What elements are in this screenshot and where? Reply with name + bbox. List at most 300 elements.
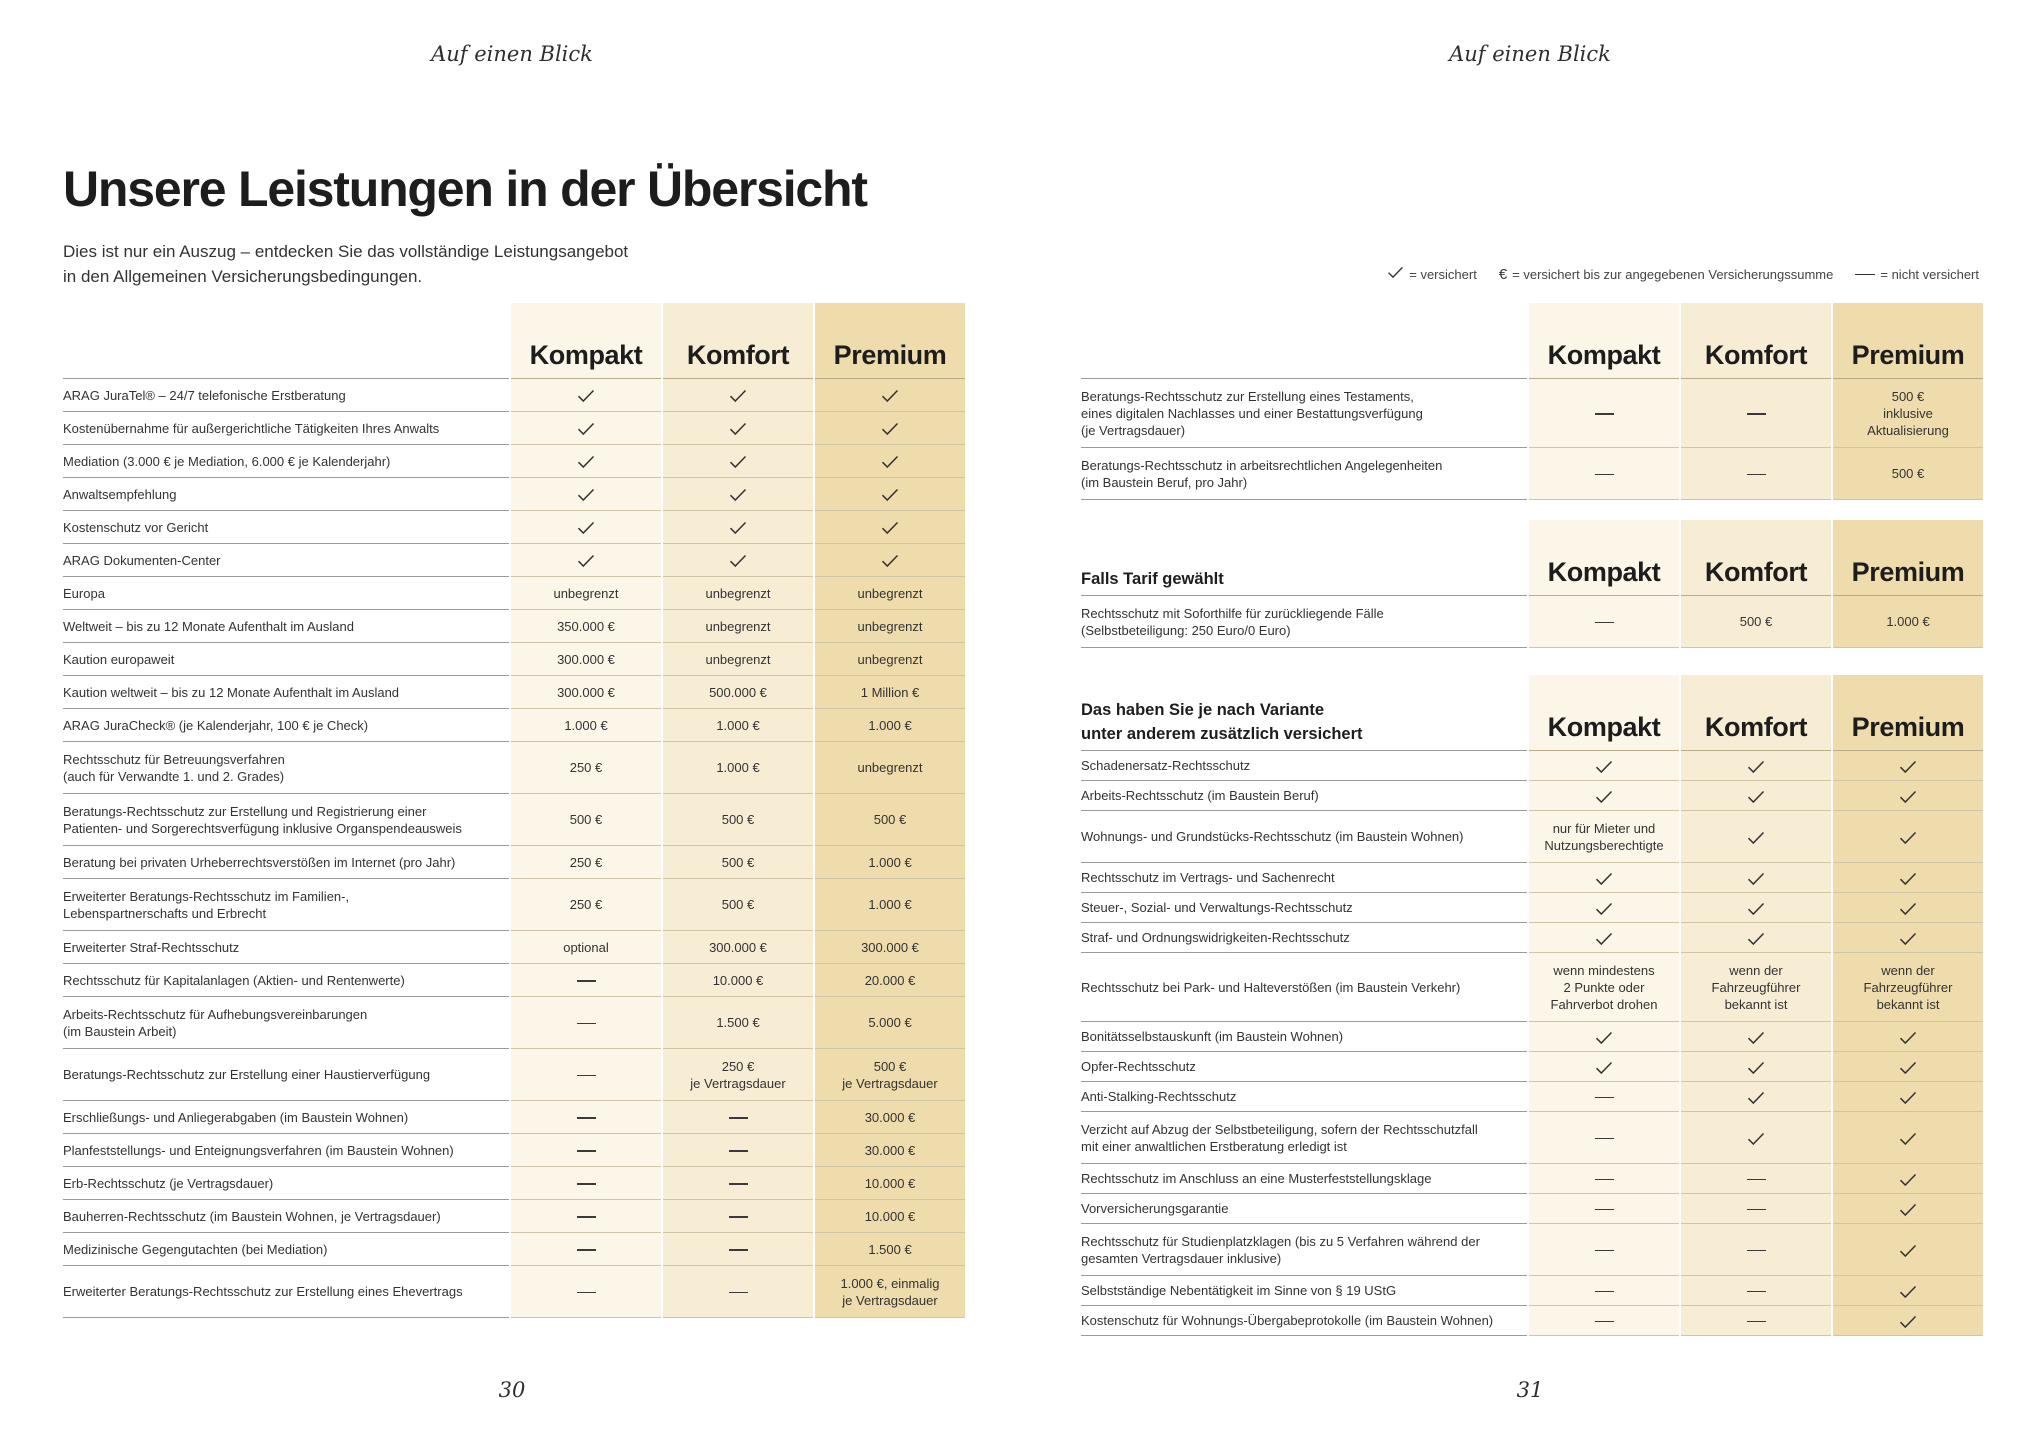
text-line: 500 € xyxy=(1891,388,1925,404)
text-line: Planfeststellungs- und Enteignungsverfahren (im Baustein Wohnen) xyxy=(63,1142,454,1158)
premium-value xyxy=(1833,781,1983,811)
running-head-left: Auf einen Blick xyxy=(431,42,593,66)
table-header-row xyxy=(1081,520,1983,596)
premium-value xyxy=(815,676,965,709)
komfort-value xyxy=(1681,751,1831,781)
page-number-right: 31 xyxy=(1516,1378,1544,1402)
euro-icon: € xyxy=(1498,266,1508,283)
row-label xyxy=(1081,1306,1527,1336)
check-icon xyxy=(1387,266,1404,283)
text-line: Beratung bei privaten Urheberrechtsverstößen im Internet (pro Jahr) xyxy=(63,854,456,870)
row-label xyxy=(63,997,509,1049)
dash-icon xyxy=(577,1117,596,1119)
text-line: Wohnungs- und Grundstücks-Rechtsschutz (im Baustein Wohnen) xyxy=(1081,829,1464,844)
komfort-value xyxy=(1681,1224,1831,1276)
check-icon xyxy=(577,455,595,469)
text-line: Fahrverbot drohen xyxy=(1550,996,1658,1012)
komfort-value xyxy=(1681,811,1831,863)
row-label xyxy=(63,879,509,931)
text-line: 10.000 € xyxy=(864,1208,916,1224)
text-line: 500 € xyxy=(721,897,755,912)
komfort-value xyxy=(663,445,813,478)
tier-header-komfort: Komfort xyxy=(1681,520,1831,596)
kompakt-value xyxy=(511,1101,661,1134)
komfort-value xyxy=(1681,781,1831,811)
text-line: Beratungs-Rechtsschutz zur Erstellung einer Haustierverfügung xyxy=(63,1067,431,1082)
komfort-value xyxy=(1681,1022,1831,1052)
dash-icon xyxy=(1595,1097,1614,1099)
kompakt-value xyxy=(1529,1164,1679,1194)
row-label xyxy=(63,577,509,610)
premium-value xyxy=(1833,379,1983,448)
check-icon xyxy=(729,389,747,403)
row-label xyxy=(63,478,509,511)
row-label xyxy=(1081,448,1527,500)
text-line: 300.000 € xyxy=(557,651,615,667)
text-line: 500 € xyxy=(1739,614,1773,629)
tier-header-kompakt: Kompakt xyxy=(511,303,661,379)
main-table-grid xyxy=(63,303,965,1318)
row-label xyxy=(1081,781,1527,811)
row-label xyxy=(63,445,509,478)
row-label xyxy=(63,709,509,742)
dash-icon xyxy=(729,1150,748,1152)
row-label xyxy=(1081,379,1527,448)
check-icon xyxy=(1747,1091,1765,1105)
komfort-value xyxy=(1681,1164,1831,1194)
row-label xyxy=(63,1134,509,1167)
dash-icon xyxy=(1747,413,1766,415)
kompakt-value xyxy=(1529,781,1679,811)
table-row xyxy=(1081,1276,1983,1306)
dash-icon xyxy=(577,1023,596,1025)
table-row xyxy=(63,544,965,577)
row-label xyxy=(63,610,509,643)
premium-value xyxy=(1833,923,1983,953)
table-row xyxy=(63,879,965,931)
dash-icon xyxy=(729,1117,748,1119)
table-row xyxy=(63,1134,965,1167)
premium-value xyxy=(1833,1082,1983,1112)
table-section-heading xyxy=(1081,675,1527,751)
table-row xyxy=(1081,863,1983,893)
row-label xyxy=(1081,1112,1527,1164)
komfort-value xyxy=(663,931,813,964)
text-line: ARAG JuraCheck® (je Kalenderjahr, 100 € je Check) xyxy=(63,717,369,733)
premium-value xyxy=(815,1134,965,1167)
premium-value xyxy=(815,577,965,610)
table-row xyxy=(63,742,965,794)
row-label xyxy=(1081,751,1527,781)
check-icon xyxy=(1595,872,1613,886)
komfort-value xyxy=(1681,1194,1831,1224)
tier-header-premium: Premium xyxy=(1833,303,1983,379)
text-line: 20.000 € xyxy=(864,972,916,988)
table-row xyxy=(1081,596,1983,648)
text-line: Opfer-Rechtsschutz xyxy=(1081,1059,1196,1074)
text-line: ARAG JuraTel® – 24/7 telefonische Erstberatung xyxy=(63,387,346,403)
check-icon xyxy=(1747,760,1765,774)
premium-value xyxy=(815,742,965,794)
check-icon xyxy=(1899,1203,1917,1217)
text-line: je Vertragsdauer xyxy=(690,1075,786,1091)
kompakt-value xyxy=(1529,1276,1679,1306)
check-icon xyxy=(881,521,899,535)
row-label xyxy=(1081,1052,1527,1082)
check-icon xyxy=(1747,1031,1765,1045)
text-line: unbegrenzt xyxy=(705,618,771,634)
dash-icon xyxy=(577,1150,596,1152)
row-label xyxy=(1081,1194,1527,1224)
text-line: 10.000 € xyxy=(712,972,764,988)
kompakt-value xyxy=(511,742,661,794)
premium-value xyxy=(815,1266,965,1318)
table-row xyxy=(1081,923,1983,953)
premium-value xyxy=(1833,953,1983,1022)
komfort-value xyxy=(663,1134,813,1167)
tarif-table-grid xyxy=(1081,520,1983,648)
table-row xyxy=(63,1233,965,1266)
legend-sum-label: = versichert bis zur angegebenen Versicherungssumme xyxy=(1512,267,1834,282)
check-icon xyxy=(1899,1091,1917,1105)
komfort-value xyxy=(663,1200,813,1233)
kompakt-value xyxy=(511,1134,661,1167)
dash-icon xyxy=(1595,1179,1614,1181)
text-line: Rechtsschutz für Studienplatzklagen (bis zu 5 Verfahren während der xyxy=(1081,1233,1480,1249)
text-line: Lebenspartnerschafts und Erbrecht xyxy=(63,905,267,921)
table-row xyxy=(1081,751,1983,781)
check-icon xyxy=(881,422,899,436)
text-line: 250 € xyxy=(569,760,603,775)
text-line: unbegrenzt xyxy=(857,760,923,775)
kompakt-value xyxy=(511,1167,661,1200)
text-line: Straf- und Ordnungswidrigkeiten-Rechtsschutz xyxy=(1081,930,1350,945)
dash-icon xyxy=(577,1183,596,1185)
komfort-value xyxy=(663,964,813,997)
row-label xyxy=(1081,1022,1527,1052)
komfort-value xyxy=(663,511,813,544)
premium-value xyxy=(815,1233,965,1266)
tier-header-kompakt: Kompakt xyxy=(1529,675,1679,751)
table-row xyxy=(63,511,965,544)
text-line: unbegrenzt xyxy=(857,618,923,634)
text-line: Medizinische Gegengutachten (bei Mediation) xyxy=(63,1241,328,1257)
premium-value xyxy=(815,964,965,997)
text-line: Anwaltsempfehlung xyxy=(63,486,177,502)
text-line: (je Vertragsdauer) xyxy=(1081,422,1186,438)
text-line: je Vertragsdauer xyxy=(842,1075,938,1091)
komfort-value xyxy=(663,709,813,742)
dash-icon xyxy=(1747,1250,1766,1252)
check-icon xyxy=(1595,1031,1613,1045)
dash-icon xyxy=(1595,1321,1614,1323)
premium-value xyxy=(815,879,965,931)
table-row xyxy=(63,709,965,742)
text-line: mit einer anwaltlichen Erstberatung erledigt ist xyxy=(1081,1138,1347,1154)
text-line: 350.000 € xyxy=(557,618,615,634)
text-line: bekannt ist xyxy=(1876,996,1940,1012)
table-row xyxy=(63,1049,965,1101)
dash-icon xyxy=(1855,274,1875,276)
text-line: Nutzungsberechtigte xyxy=(1544,837,1664,853)
kompakt-value xyxy=(1529,1112,1679,1164)
intro-line-2: in den Allgemeinen Versicherungsbedingungen. xyxy=(63,267,423,286)
table-row xyxy=(1081,1052,1983,1082)
kompakt-value xyxy=(511,1200,661,1233)
kompakt-value xyxy=(511,478,661,511)
check-icon xyxy=(881,455,899,469)
kompakt-value xyxy=(511,643,661,676)
check-icon xyxy=(881,554,899,568)
komfort-value xyxy=(1681,1052,1831,1082)
check-icon xyxy=(577,422,595,436)
text-line: Europa xyxy=(63,585,105,601)
premium-value xyxy=(815,379,965,412)
text-line: Kostenschutz für Wohnungs-Übergabeprotokolle (im Baustein Wohnen) xyxy=(1081,1313,1494,1328)
row-label xyxy=(1081,953,1527,1022)
row-label xyxy=(63,794,509,846)
text-line: wenn der xyxy=(1881,962,1935,978)
dash-icon xyxy=(1595,1250,1614,1252)
komfort-value xyxy=(1681,1306,1831,1336)
row-label xyxy=(1081,1164,1527,1194)
komfort-value xyxy=(663,846,813,879)
right-page xyxy=(1081,0,1979,1432)
text-line: wenn mindestens xyxy=(1553,962,1655,978)
table-row xyxy=(1081,893,1983,923)
row-label xyxy=(63,676,509,709)
check-icon xyxy=(1899,902,1917,916)
text-line: Steuer-, Sozial- und Verwaltungs-Rechtsschutz xyxy=(1081,900,1353,915)
testament-table xyxy=(1081,303,1979,500)
running-head-right: Auf einen Blick xyxy=(1449,42,1611,66)
komfort-value xyxy=(1681,953,1831,1022)
premium-value xyxy=(815,1167,965,1200)
check-icon xyxy=(729,455,747,469)
premium-value xyxy=(815,794,965,846)
kompakt-value xyxy=(511,931,661,964)
komfort-value xyxy=(663,610,813,643)
kompakt-value xyxy=(511,445,661,478)
tier-header-premium: Premium xyxy=(815,303,965,379)
text-line: unbegrenzt xyxy=(705,585,771,601)
kompakt-value xyxy=(1529,1082,1679,1112)
premium-value xyxy=(815,478,965,511)
tarif-table xyxy=(1081,520,1979,648)
text-line: Vorversicherungsgarantie xyxy=(1081,1201,1229,1216)
check-icon xyxy=(1747,831,1765,845)
premium-value xyxy=(815,1101,965,1134)
row-label xyxy=(63,846,509,879)
text-line: Rechtsschutz für Betreuungsverfahren xyxy=(63,751,285,767)
premium-value xyxy=(815,511,965,544)
row-label xyxy=(63,964,509,997)
page-number-left: 30 xyxy=(498,1378,526,1402)
text-line: optional xyxy=(563,939,609,955)
dash-icon xyxy=(1747,1291,1766,1293)
text-line: Kostenübernahme für außergerichtliche Tätigkeiten Ihres Anwalts xyxy=(63,420,440,436)
check-icon xyxy=(1899,1173,1917,1187)
kompakt-value xyxy=(1529,751,1679,781)
check-icon xyxy=(1747,932,1765,946)
premium-value xyxy=(1833,751,1983,781)
row-label xyxy=(63,742,509,794)
check-icon xyxy=(1747,1061,1765,1075)
dash-icon xyxy=(577,1249,596,1251)
text-line: Rechtsschutz im Anschluss an eine Musterfeststellungsklage xyxy=(1081,1171,1432,1186)
komfort-value xyxy=(663,676,813,709)
table-section-heading xyxy=(1081,520,1527,596)
text-line: Kaution weltweit – bis zu 12 Monate Aufenthalt im Ausland xyxy=(63,684,400,700)
row-label xyxy=(63,1101,509,1134)
table-row xyxy=(1081,811,1983,863)
check-icon xyxy=(1747,902,1765,916)
kompakt-value xyxy=(511,1266,661,1318)
text-line: Erschließungs- und Anliegerabgaben (im Baustein Wohnen) xyxy=(63,1109,409,1125)
tier-header-komfort: Komfort xyxy=(1681,303,1831,379)
text-line: (Selbstbeteiligung: 250 Euro/0 Euro) xyxy=(1081,622,1291,638)
komfort-value xyxy=(1681,893,1831,923)
premium-value xyxy=(1833,448,1983,500)
dash-icon xyxy=(577,1216,596,1218)
text-line: 30.000 € xyxy=(864,1109,916,1125)
text-line: Rechtsschutz für Kapitalanlagen (Aktien- und Rentenwerte) xyxy=(63,972,405,988)
premium-value xyxy=(815,846,965,879)
text-line: 500 € xyxy=(721,854,755,870)
premium-value xyxy=(1833,1112,1983,1164)
text-line: 1.000 € xyxy=(716,717,760,733)
check-icon xyxy=(1595,932,1613,946)
row-label xyxy=(1081,596,1527,648)
check-icon xyxy=(881,389,899,403)
komfort-value xyxy=(663,879,813,931)
table-row xyxy=(1081,1194,1983,1224)
table-row xyxy=(1081,1082,1983,1112)
table-row xyxy=(63,846,965,879)
kompakt-value xyxy=(1529,923,1679,953)
text-line: inklusive xyxy=(1883,405,1933,421)
text-line: Anti-Stalking-Rechtsschutz xyxy=(1081,1089,1237,1104)
premium-value xyxy=(815,412,965,445)
text-line: Erweiterter Beratungs-Rechtsschutz zur Erstellung eines Ehevertrags xyxy=(63,1284,463,1299)
text-line: Fahrzeugführer xyxy=(1863,979,1953,995)
check-icon xyxy=(1747,790,1765,804)
text-line: 500 € xyxy=(1891,466,1925,481)
text-line: 300.000 € xyxy=(557,684,615,700)
text-line: Weltweit – bis zu 12 Monate Aufenthalt im Ausland xyxy=(63,618,354,634)
row-label xyxy=(1081,811,1527,863)
kompakt-value xyxy=(511,997,661,1049)
table-row xyxy=(63,931,965,964)
text-line: Kaution europaweit xyxy=(63,651,175,667)
table-row xyxy=(63,1200,965,1233)
main-benefits-table xyxy=(63,303,961,1318)
text-line: 500.000 € xyxy=(709,684,767,700)
table-row xyxy=(63,643,965,676)
text-line: Kostenschutz vor Gericht xyxy=(63,519,209,535)
table-row xyxy=(63,964,965,997)
variante-table-grid xyxy=(1081,675,1983,1336)
table-row xyxy=(63,379,965,412)
check-icon xyxy=(577,554,595,568)
text-line: Schadenersatz-Rechtsschutz xyxy=(1081,758,1251,773)
text-line: 1 Million € xyxy=(860,684,920,700)
legend-sum xyxy=(1499,266,1834,283)
kompakt-value xyxy=(511,1233,661,1266)
text-line: 1.000 € xyxy=(868,897,912,912)
text-line: 1.000 €, einmalig xyxy=(840,1275,940,1291)
komfort-value xyxy=(663,1101,813,1134)
text-line: 1.000 € xyxy=(716,760,760,775)
table-row xyxy=(1081,1112,1983,1164)
table-row xyxy=(1081,379,1983,448)
table-section-heading xyxy=(63,303,509,379)
kompakt-value xyxy=(511,709,661,742)
table-section-heading xyxy=(1081,303,1527,379)
dash-icon xyxy=(729,1216,748,1218)
text-line: 1.000 € xyxy=(868,717,912,733)
text-line: unbegrenzt xyxy=(857,585,923,601)
check-icon xyxy=(729,422,747,436)
tier-header-kompakt: Kompakt xyxy=(1529,303,1679,379)
text-line: 1.000 € xyxy=(1886,614,1930,629)
premium-value xyxy=(815,643,965,676)
text-line: Falls Tarif gewählt xyxy=(1081,570,1224,588)
tier-header-komfort: Komfort xyxy=(1681,675,1831,751)
text-line: (im Baustein Arbeit) xyxy=(63,1023,177,1039)
komfort-value xyxy=(1681,1112,1831,1164)
dash-icon xyxy=(1595,1209,1614,1211)
text-line: Fahrzeugführer xyxy=(1711,979,1801,995)
kompakt-value xyxy=(511,1049,661,1101)
row-label xyxy=(63,1167,509,1200)
dash-icon xyxy=(729,1249,748,1251)
komfort-value xyxy=(1681,1082,1831,1112)
dash-icon xyxy=(1747,1321,1766,1323)
komfort-value xyxy=(663,577,813,610)
text-line: Bauherren-Rechtsschutz (im Baustein Wohnen, je Vertragsdauer) xyxy=(63,1208,441,1224)
text-line: Beratungs-Rechtsschutz zur Erstellung und Registrierung einer xyxy=(63,803,427,819)
premium-value xyxy=(1833,893,1983,923)
text-line: (im Baustein Beruf, pro Jahr) xyxy=(1081,474,1248,490)
variante-table xyxy=(1081,675,1979,1336)
check-icon xyxy=(1899,1244,1917,1258)
text-line: Arbeits-Rechtsschutz für Aufhebungsvereinbarungen xyxy=(63,1006,368,1022)
text-line: 250 € xyxy=(569,854,603,870)
premium-value xyxy=(1833,1194,1983,1224)
text-line: unter anderem zusätzlich versichert xyxy=(1081,725,1363,743)
text-line: (auch für Verwandte 1. und 2. Grades) xyxy=(63,768,285,784)
table-row xyxy=(1081,1306,1983,1336)
kompakt-value xyxy=(1529,1022,1679,1052)
table-row xyxy=(63,577,965,610)
premium-value xyxy=(815,1200,965,1233)
komfort-value xyxy=(663,742,813,794)
kompakt-value xyxy=(1529,1224,1679,1276)
premium-value xyxy=(815,445,965,478)
text-line: je Vertragsdauer xyxy=(842,1292,938,1308)
row-label xyxy=(63,412,509,445)
page-title: Unsere Leistungen in der Übersicht xyxy=(63,161,867,217)
text-line: Selbstständige Nebentätigkeit im Sinne von § 19 UStG xyxy=(1081,1283,1397,1298)
table-header-row xyxy=(1081,303,1983,379)
row-label xyxy=(1081,1082,1527,1112)
text-line: Bonitätsselbstauskunft (im Baustein Wohnen) xyxy=(1081,1029,1344,1044)
table-row xyxy=(63,412,965,445)
row-label xyxy=(63,379,509,412)
text-line: 30.000 € xyxy=(864,1142,916,1158)
kompakt-value xyxy=(511,964,661,997)
